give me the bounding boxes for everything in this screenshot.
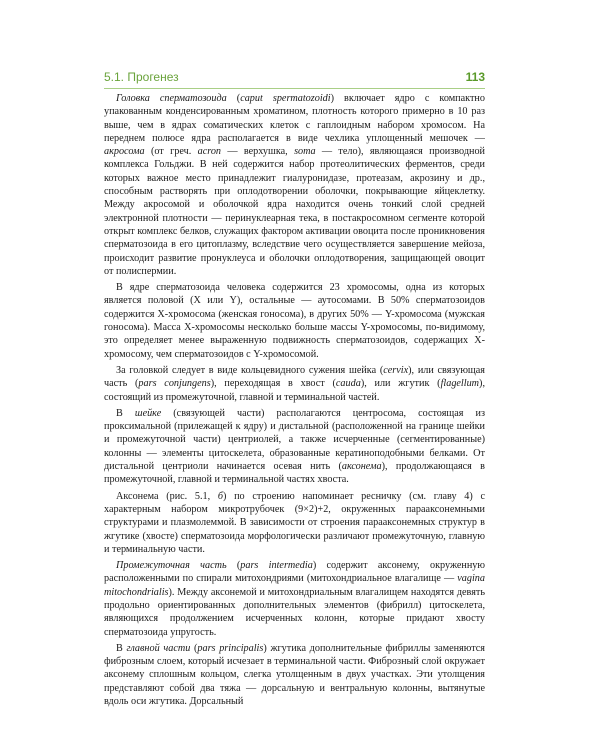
latin-term: cauda: [335, 378, 361, 390]
paragraph-axoneme: [104, 490, 485, 556]
text-run: ), продолжающаяся в промежуточной, главной и терминальной частях хвоста.: [104, 461, 485, 486]
text-run: — тело), являющаяся производной комплекса Гольджи. В ней содержится набор протеолитических ферментов, среди которых важное место принадлежит гиалуронидазе, протеазам, акрозину и др., способным растворять при оплодотворении оболочки, покрывающие яйцеклетку. Между акросомой и оболочкой ядра находится очень тонкий слой средней электронной плотности — перинуклеарная тека, в постакросомном сегменте которой открыт комплекс белков, служащих фактором активации овоцита после проникновения сперматозоида в его цитоплазму, вследствие чего осуществляется завершение мейоза, происходит развитие пронуклеуса и оболочки оплодотворения, защищающей овоцит от полиспермии.: [104, 146, 486, 277]
term-neck: шейке: [134, 407, 162, 419]
text-run: ), переходящая в хвост (: [210, 378, 336, 390]
text-run: (связующей части) располагаются центросома, состоящая из проксимальной (прилежащей к ядру) и дистальной (расположенной на границе шейки и промежуточной части) центриолей, а также исчерченные (сегментированные) колонны — элементы цитоскелета, образованные кератиноподобными белками. От дистальной центриоли начинается осевая нить (: [104, 407, 485, 473]
figure-ref: б: [217, 490, 224, 502]
page-number: 113: [465, 70, 485, 84]
text-run: За головкой следует в виде кольцевидного сужения шейка (: [116, 364, 384, 376]
text-run: ), или жгутик (: [360, 378, 441, 390]
latin-term: flagellum: [440, 378, 480, 390]
text-run: ) включает ядро с компактно упакованным конденсированным хроматином, плотность которого примерно в 10 раз выше, чем в ядрах соматических клеток с гаплоидным набором хромосом. На переднем полюсе ядра располагается в виде чехлика уплощенный мешочек —: [104, 93, 485, 144]
text-run: (: [226, 560, 241, 572]
term-intermediate-part: Промежуточная часть: [116, 560, 227, 572]
latin-term: cervix: [383, 364, 409, 376]
latin-term: caput spermatozoidi: [240, 93, 331, 104]
term-acrosome: акросома: [104, 146, 145, 158]
term-axoneme: аксонема: [341, 461, 382, 473]
latin-term: pars principalis: [197, 642, 264, 654]
greek-term: acron: [197, 146, 222, 158]
section-title: 5.1. Прогенез: [104, 70, 179, 84]
running-header: [104, 70, 485, 86]
header-divider: [104, 88, 485, 89]
latin-term: pars conjungens: [138, 378, 211, 390]
term-sperm-head: Головка сперматозоида: [116, 93, 227, 104]
latin-term: vagina mitochondrialis: [104, 573, 485, 598]
paragraph-neck-structure: [104, 407, 485, 487]
text-run: Аксонема (рис. 5.1,: [116, 490, 218, 502]
text-run: В: [116, 407, 135, 419]
text-run: — верхушка,: [221, 146, 295, 158]
paragraph-neck: [104, 364, 485, 404]
text-run: (от греч.: [144, 146, 198, 158]
text-run: ), или связующая часть (: [104, 364, 485, 390]
text-run: ), состоящий из промежуточной, главной и терминальной частей.: [104, 378, 485, 403]
text-run: В ядре сперматозоида человека содержится 23 хромосомы, одна из которых является половой (X или Y), остальные — аутосомами. В 50% сперматозоидов содержится X-хромосома (женская гоносома), в других 50% — Y-хромосома (мужская гоносома). Масса X-хромосомы несколько больше массы Y-хромосомы, по-видимому, это определяет менее выраженную подвижность сперматозоидов, содержащих X-хромосому, чем сперматозоидов с Y-хромосомой.: [104, 282, 485, 360]
text-run: ) по строению напоминает ресничку (см. главу 4) с характерным набором микротрубочек (9×2)+2, окруженных парааксонемными структурами и плазмолеммой. В зависимости от строения парааксонемных структур в жгутике (хвосте) сперматозоида морфологически различают промежуточную, главную и терминальную части.: [104, 490, 485, 555]
text-run: (: [190, 642, 198, 654]
text-run: ) жгутика дополнительные фибриллы заменяются фиброзным слоем, который исчезает в терминальной части. Фиброзный слой окружает аксонему сплошным кольцом, слегка утолщенным в двух участках. Эти утолщения представляют собой два тяжа — дорсальную и вентральную колонны, вытянутые вдоль оси жгутика. Дорсальный: [104, 642, 485, 708]
page-body: [104, 92, 485, 708]
paragraph-chromosomes: [104, 281, 485, 361]
text-run: ) содержит аксонему, окруженную расположенными по спирали митохондриями (митохондриальное влагалище —: [104, 560, 485, 585]
greek-term: soma: [294, 146, 316, 158]
text-run: В: [116, 642, 127, 654]
latin-term: pars intermedia: [240, 560, 313, 572]
paragraph-principal-part: [104, 642, 485, 708]
term-principal-part: главной части: [126, 642, 191, 654]
paragraph-sperm-head: [104, 92, 485, 278]
text-run: (: [226, 93, 241, 104]
text-run: ). Между аксонемой и митохондриальным влагалищем находятся девять продольно ориентированных дополнительных элементов (фибрилл) цитоскелета, являющихся продолжением исчерченных колонн, которые придают хвосту сперматозоида упругость.: [104, 586, 485, 638]
paragraph-intermediate-part: [104, 559, 485, 639]
